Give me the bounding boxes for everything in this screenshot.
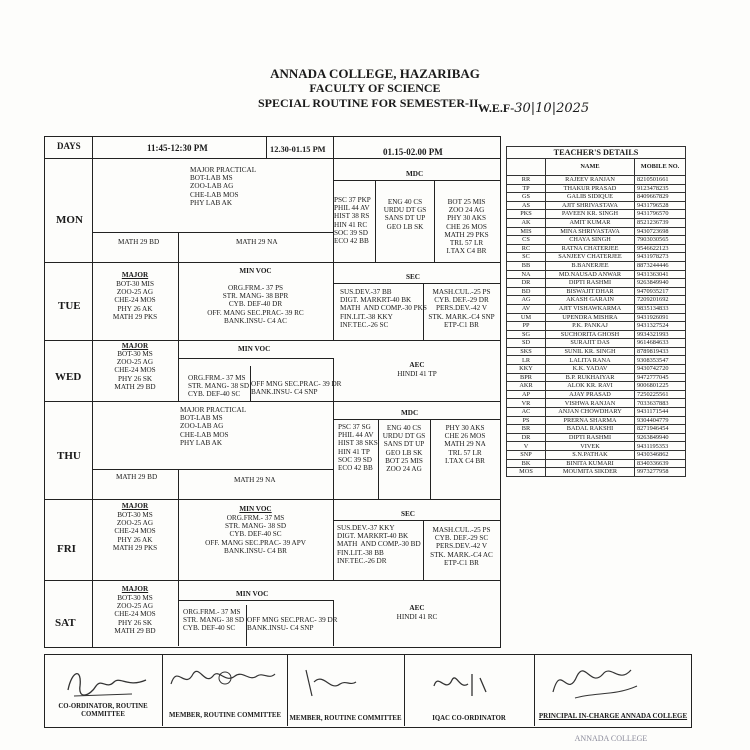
teacher-name: LALITA RANA [546, 356, 635, 365]
teacher-mobile: 9472777045 [635, 373, 686, 382]
teacher-code: BK [507, 459, 546, 468]
teacher-row [507, 425, 686, 434]
tue-major-label: MAJOR [121, 271, 149, 279]
mon-major-practical: MAJOR PRACTICAL BOT-LAB MS ZOO-LAB AG CHE-LAB MOS PHY LAB AK [190, 166, 257, 207]
teacher-code: TP [507, 184, 546, 193]
iqac-signature [428, 664, 498, 704]
thu-mdc-label: MDC [401, 409, 419, 417]
coordinator-caption: CO-ORDINATOR, ROUTINE COMMITTEE [58, 703, 148, 718]
teacher-mobile: 9546622123 [635, 244, 686, 253]
teacher-name: SANJEEV CHATERJEE [546, 253, 635, 262]
teacher-mobile: 9431926091 [635, 313, 686, 322]
teacher-row [507, 279, 686, 288]
teacher-name: BISWAJIT DHAR [546, 287, 635, 296]
day-thu: THU [57, 450, 81, 462]
fri-major-body: BOT-30 MS ZOO-25 AG CHE-24 MOS PHY 26 AK MATH 29 PKS [112, 511, 158, 552]
teacher-code: NA [507, 270, 546, 279]
teacher-code: SG [507, 330, 546, 339]
fri-minvoc-body: ORG.FRM.- 37 MS STR. MANG- 38 SD CYB. DEF-40 SC OFF. MANG SEC.PRAC- 39 APV BANK.INSU- C4 BR [205, 514, 306, 555]
teacher-row [507, 373, 686, 382]
teacher-mobile: 9431363041 [635, 270, 686, 279]
teacher-name: BADAL RAKSHI [546, 425, 635, 434]
fri-sec-col2: MASH.CUL.-25 PS CYB. DEF.-29 SC PERS.DEV.-42 V STK. MARK.-C4 AC ETP-C1 BR [430, 526, 493, 567]
member1-caption: MEMBER, ROUTINE COMMITTEE [169, 712, 281, 719]
teacher-code: KKY [507, 365, 546, 374]
teacher-row [507, 261, 686, 270]
teacher-code: SKS [507, 347, 546, 356]
teacher-code: DR [507, 433, 546, 442]
teacher-name: THAKUR PRASAD [546, 184, 635, 193]
teacher-row [507, 236, 686, 245]
mon-math-na: MATH 29 NA [236, 238, 278, 246]
teacher-name: VISHWA RANJAN [546, 399, 635, 408]
teacher-mobile: 9431796528 [635, 201, 686, 210]
teacher-mobile: 9431327524 [635, 322, 686, 331]
teacher-row [507, 322, 686, 331]
teacher-table-title: TEACHER'S DETAILS [507, 147, 686, 159]
teacher-row [507, 304, 686, 313]
wed-minvoc-label: MIN VOC [238, 345, 271, 353]
teacher-mobile: 9934321993 [635, 330, 686, 339]
teacher-code: RC [507, 244, 546, 253]
wed-major-body: BOT-30 MS ZOO-25 AG CHE-24 MOS PHY 26 SK MATH 29 BD [114, 350, 156, 391]
thu-math-na: MATH 29 NA [234, 476, 276, 484]
teacher-name: MOUMITA SIKDER [546, 468, 635, 477]
sat-minvoc-left: ORG.FRM.- 37 MS STR. MANG- 38 SD CYB. DEF-40 SC [183, 608, 245, 633]
teacher-details-table [506, 146, 686, 477]
teacher-row [507, 339, 686, 348]
iqac-caption: IQAC CO-ORDINATOR [432, 715, 506, 722]
teacher-name: BINITA KUMARI [546, 459, 635, 468]
teacher-mobile: 7209201692 [635, 296, 686, 305]
wed-aec-label: AEC [409, 361, 425, 369]
teacher-row [507, 408, 686, 417]
teacher-row [507, 365, 686, 374]
teacher-mobile: 8873244446 [635, 261, 686, 270]
teacher-name: GALIB SIDIQUE [546, 193, 635, 202]
teacher-name: B.BANERJEE [546, 261, 635, 270]
teacher-name: RAJEEV RANJAN [546, 176, 635, 185]
teacher-code: AKR [507, 382, 546, 391]
teacher-name: S.N.PATHAK [546, 451, 635, 460]
member2-caption: MEMBER, ROUTINE COMMITTEE [289, 715, 402, 722]
teacher-mobile: 9123478235 [635, 184, 686, 193]
fri-major-label: MAJOR [121, 502, 149, 510]
sat-aec-label: AEC [409, 604, 425, 612]
teacher-name: CHAYA SINGH [546, 236, 635, 245]
teacher-row [507, 201, 686, 210]
slot1-header: 11:45-12:30 PM [147, 143, 208, 153]
teacher-name: AJAY PRASAD [546, 390, 635, 399]
teacher-mobile: 9470935217 [635, 287, 686, 296]
sat-minvoc-label: MIN VOC [236, 590, 269, 598]
principal-caption: PRINCIPAL IN-CHARGE ANNADA COLLEGE [538, 712, 688, 720]
teacher-col-mobile: MOBILE NO. [635, 159, 686, 176]
teacher-name: ANJAN CHOWDHARY [546, 408, 635, 417]
teacher-code: LR [507, 356, 546, 365]
fri-minvoc-label: MIN VOC [239, 505, 272, 513]
day-wed: WED [55, 371, 82, 383]
teacher-code: MOS [507, 468, 546, 477]
teacher-row [507, 296, 686, 305]
teacher-code: AV [507, 304, 546, 313]
teacher-code: V [507, 442, 546, 451]
teacher-name: SURAJIT DAS [546, 339, 635, 348]
teacher-mobile: 8210501661 [635, 176, 686, 185]
teacher-code: SNP [507, 451, 546, 460]
teacher-row [507, 218, 686, 227]
college-name: ANNADA COLLEGE, HAZARIBAG [270, 66, 480, 81]
teacher-row [507, 416, 686, 425]
routine-title: SPECIAL ROUTINE FOR SEMESTER-II [258, 96, 479, 110]
teacher-mobile: 8789819433 [635, 347, 686, 356]
sat-aec-body: HINDI 41 RC [396, 613, 438, 621]
sat-major-label: MAJOR [121, 585, 149, 593]
teacher-code: SD [507, 339, 546, 348]
thu-math-bd: MATH 29 BD [116, 473, 158, 481]
teacher-mobile: 9430742720 [635, 365, 686, 374]
teacher-mobile: 8521236739 [635, 218, 686, 227]
day-fri: FRI [57, 543, 76, 555]
teacher-name: PRERNA SHARMA [546, 416, 635, 425]
teacher-row [507, 356, 686, 365]
teacher-row [507, 330, 686, 339]
wed-aec-body: HINDI 41 TP [397, 370, 437, 378]
teacher-name: B.P. RUKHAIYAR [546, 373, 635, 382]
thu-major-practical: MAJOR PRACTICAL BOT-LAB MS ZOO-LAB AG CHE-LAB MOS PHY LAB AK [180, 406, 247, 447]
day-sat: SAT [55, 617, 76, 629]
tue-sec-col2: MASH.CUL.-25 PS CYB. DEF.-29 DR PERS.DEV.-42 V STK. MARK.-C4 SNP ETP-C1 BR [428, 288, 495, 329]
teacher-code: AG [507, 296, 546, 305]
teacher-row [507, 399, 686, 408]
teacher-name: DIPTI RASHMI [546, 279, 635, 288]
wed-major-label: MAJOR [121, 342, 149, 350]
teacher-code: BPR [507, 373, 546, 382]
thu-mdc-col1: PSC 37 SG PHIL 44 AV HIST 38 SKS HIN 41 TP SOC 39 SD ECO 42 BB [338, 423, 378, 473]
teacher-code: RR [507, 176, 546, 185]
tue-minvoc-body: ORG.FRM.- 37 PS STR. MANG- 38 BPR CYB. DEF-40 DR OFF. MANG SEC.PRAC- 39 RC BANK.INSU- C4 AC [207, 284, 304, 325]
teacher-row [507, 176, 686, 185]
faculty-name: FACULTY OF SCIENCE [309, 81, 441, 95]
teacher-code: VR [507, 399, 546, 408]
teacher-row [507, 382, 686, 391]
teacher-name: VIVEK [546, 442, 635, 451]
tue-sec-label: SEC [406, 273, 420, 281]
teacher-mobile: 9431978273 [635, 253, 686, 262]
fri-sec-label: SEC [401, 510, 415, 518]
teacher-mobile: 9308353547 [635, 356, 686, 365]
teacher-name: PAVEEN KR. SINGH [546, 210, 635, 219]
teacher-row [507, 270, 686, 279]
teacher-row [507, 433, 686, 442]
teacher-mobile: 9835134833 [635, 304, 686, 313]
teacher-code: UM [507, 313, 546, 322]
teacher-row [507, 390, 686, 399]
teacher-mobile: 9614684633 [635, 339, 686, 348]
thu-mdc-col3: PHY 30 AKS CHE 26 MOS MATH 29 NA TRL 57 LR I.TAX C4 BR [444, 424, 486, 465]
teacher-mobile: 8271946454 [635, 425, 686, 434]
teacher-row [507, 193, 686, 202]
teacher-row [507, 287, 686, 296]
tue-sec-col1: SUS.DEV.-37 BB DIGT. MARKRT-40 BK MATH AND COMP.-30 PKS FIN.LIT.-38 KKY INF.TEC.-26 SC [340, 288, 427, 329]
teacher-row [507, 313, 686, 322]
teacher-name: DIPTI RASHMI [546, 433, 635, 442]
teacher-mobile: 7250225561 [635, 390, 686, 399]
teacher-name: MD.NAUSAD ANWAR [546, 270, 635, 279]
teacher-row [507, 184, 686, 193]
coordinator-signature [62, 660, 152, 706]
tue-minvoc-label: MIN VOC [239, 267, 272, 275]
teacher-name: MINA SHRIVASTAVA [546, 227, 635, 236]
teacher-mobile: 9430723698 [635, 227, 686, 236]
teacher-mobile: 9430346862 [635, 451, 686, 460]
teacher-row [507, 442, 686, 451]
teacher-code: AK [507, 218, 546, 227]
teacher-code: PS [507, 416, 546, 425]
principal-signature [545, 652, 645, 712]
slot2-header: 12.30-01.15 PM [270, 145, 326, 154]
teacher-row [507, 459, 686, 468]
teacher-name: SUNIL KR. SINGH [546, 347, 635, 356]
teacher-mobile: 8340336639 [635, 459, 686, 468]
teacher-code: AS [507, 201, 546, 210]
teacher-name: ALOK KR. RAVI [546, 382, 635, 391]
teacher-name: AMIT KUMAR [546, 218, 635, 227]
teacher-code: AP [507, 390, 546, 399]
slot3-header: 01.15-02.00 PM [383, 147, 443, 157]
teacher-code: MIS [507, 227, 546, 236]
teacher-row [507, 244, 686, 253]
teacher-code: SC [507, 253, 546, 262]
sat-minvoc-right: OFF MNG SEC.PRAC- 39 DR BANK.INSU- C4 SNP [247, 616, 338, 633]
wef-line [478, 101, 589, 116]
teacher-name: AKASH GARAIN [546, 296, 635, 305]
teacher-row [507, 210, 686, 219]
college-stamp: ANNADA COLLEGE [574, 734, 648, 743]
teacher-code: DR [507, 279, 546, 288]
mon-mdc-col3: BOT 25 MIS ZOO 24 AG PHY 30 AKS CHE 26 MOS MATH 29 PKS TRL 57 LR I.TAX C4 BR [444, 198, 489, 256]
wed-minvoc-left: ORG.FRM.- 37 MS STR. MANG- 38 SD CYB. DEF-40 SC [188, 374, 250, 399]
teacher-code: CS [507, 236, 546, 245]
teacher-mobile: 9431796570 [635, 210, 686, 219]
teacher-name: AJIT SHRIVASTAVA [546, 201, 635, 210]
teacher-code: BR [507, 425, 546, 434]
teacher-row [507, 227, 686, 236]
teacher-code: PP [507, 322, 546, 331]
teacher-col-name: NAME [546, 159, 635, 176]
teacher-name: AJIT VISHAWKARMA [546, 304, 635, 313]
teacher-code: BB [507, 261, 546, 270]
teacher-code: BD [507, 287, 546, 296]
days-header: DAYS [57, 141, 81, 151]
teacher-mobile: 9006801225 [635, 382, 686, 391]
thu-mdc-col2: ENG 40 CS URDU DT GS SANS DT UP GEO LB SK BOT 25 MIS ZOO 24 AG [382, 424, 426, 474]
teacher-row [507, 451, 686, 460]
mon-mdc-label: MDC [406, 170, 424, 178]
mon-math-bd: MATH 29 BD [118, 238, 160, 246]
teacher-code: GS [507, 193, 546, 202]
teacher-mobile: 9304404779 [635, 416, 686, 425]
teacher-code: AC [507, 408, 546, 417]
member1-signature [165, 660, 280, 696]
teacher-mobile: 7033637883 [635, 399, 686, 408]
wef-label: W.E.F- [478, 101, 515, 115]
teacher-name: K.K. YADAV [546, 365, 635, 374]
teacher-mobile: 9973277958 [635, 468, 686, 477]
mon-mdc-col1: PSC 37 PKP PHIL 44 AV HIST 38 RS HIN 41 RC SOC 39 SD ECO 42 BB [334, 196, 371, 246]
day-tue: TUE [58, 300, 81, 312]
teacher-mobile: 9263849940 [635, 279, 686, 288]
sat-major-body: BOT-30 MS ZOO-25 AG CHE-24 MOS PHY 26 SK MATH 29 BD [114, 594, 156, 635]
teacher-mobile: 9263849940 [635, 433, 686, 442]
tue-major-body: BOT-30 MIS ZOO-25 AG CHE-24 MOS PHY 26 AK MATH 29 PKS [112, 280, 158, 321]
teacher-row [507, 347, 686, 356]
teacher-code: PKS [507, 210, 546, 219]
teacher-name: UPENDRA MISHRA [546, 313, 635, 322]
teacher-mobile: 9431195353 [635, 442, 686, 451]
day-mon: MON [56, 214, 83, 226]
teacher-mobile: 8409667829 [635, 193, 686, 202]
teacher-name: RATNA CHATERJEE [546, 244, 635, 253]
teacher-mobile: 9431171544 [635, 408, 686, 417]
teacher-mobile: 7903030565 [635, 236, 686, 245]
mon-mdc-col2: ENG 40 CS URDU DT GS SANS DT UP GEO LB SK [383, 198, 427, 231]
teacher-name: P.K. PANKAJ [546, 322, 635, 331]
member2-signature [300, 662, 360, 702]
teacher-name: SUCHORITA GHOSH [546, 330, 635, 339]
teacher-row [507, 253, 686, 262]
teacher-row [507, 468, 686, 477]
wed-minvoc-right: OFF MNG SEC.PRAC- 39 DR BANK.INSU- C4 SNP [251, 380, 342, 397]
wef-date: 30|10|2025 [514, 101, 590, 116]
fri-sec-col1: SUS.DEV.-37 KKY DIGT. MARKRT-40 BK MATH AND COMP.-30 BD FIN.LIT.-38 BB INF.TEC.-26 DR [337, 524, 421, 565]
